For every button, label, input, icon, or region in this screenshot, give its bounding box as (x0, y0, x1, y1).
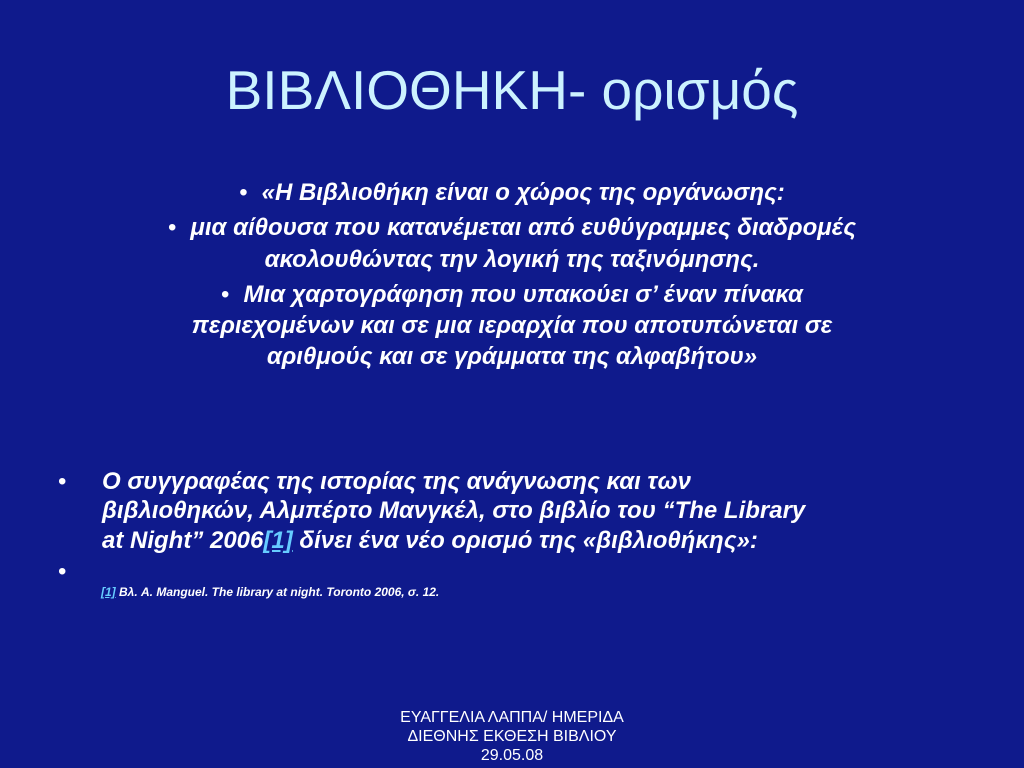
slide-footer (312, 708, 712, 766)
footnote-text: Βλ. A. Manguel. The library at night. Toronto 2006, σ. 12. (115, 585, 440, 599)
author-line-2: βιβλιοθηκών, Αλμπέρτο Μανγκέλ, στο βιβλίο του “The Library (102, 497, 806, 525)
quote-line-5 (60, 311, 964, 340)
quote-line-6 (60, 342, 964, 371)
quote-line-text: περιεχομένων και σε μια ιεραρχία που αποτυπώνεται σε (191, 312, 833, 340)
quote-line-text: Μια χαρτογράφηση που υπακούει σ’ έναν πίνακα (243, 280, 803, 308)
slide-title: ΒΙΒΛΙΟΘΗΚΗ- ορισμός (225, 59, 799, 121)
quote-line-3 (60, 245, 964, 274)
quote-line-2 (60, 213, 964, 242)
bullet-icon: • (168, 214, 177, 242)
footer-line-3: 29.05.08 (480, 747, 544, 765)
bullet-icon: • (58, 468, 67, 495)
quote-line-text: «Η Βιβλιοθήκη είναι ο χώρος της οργάνωσης: (261, 179, 785, 206)
quote-block (60, 178, 964, 374)
quote-line-text: αριθμούς και σε γράμματα της αλφαβήτου» (266, 343, 758, 371)
footnote-reference-link[interactable]: [1] (263, 526, 293, 554)
bullet-icon: • (221, 280, 230, 308)
author-bullet-item (58, 467, 958, 555)
quote-line-text: ακολουθώντας την λογική της ταξινόμησης. (264, 245, 760, 273)
quote-line-text: μια αίθουσα που κατανέμεται από ευθύγραμμες διαδρομές (190, 214, 856, 242)
bullet-icon: • (58, 557, 67, 585)
footnote (101, 585, 439, 599)
bullet-icon: • (239, 179, 248, 206)
author-line-3-end: δίνει ένα νέο ορισμό της «βιβλιοθήκης»: (292, 526, 758, 554)
author-line-1: Ο συγγραφέας της ιστορίας της ανάγνωσης και των (102, 468, 691, 495)
author-block (58, 467, 958, 586)
footnote-marker-link[interactable]: [1] (101, 585, 116, 599)
footer-line-1: ΕΥΑΓΓΕΛΙΑ ΛΑΠΠΑ/ ΗΜΕΡΙΔΑ (400, 709, 624, 726)
quote-line-4 (60, 280, 964, 309)
quote-line-1 (60, 178, 964, 207)
empty-bullet-item (58, 557, 958, 586)
author-line-3 (102, 526, 958, 555)
footer-line-2: ΔΙΕΘΝΗΣ ΕΚΘΕΣΗ ΒΙΒΛΙΟΥ (407, 728, 617, 746)
author-line-3-start: at Night” 2006 (102, 526, 264, 554)
